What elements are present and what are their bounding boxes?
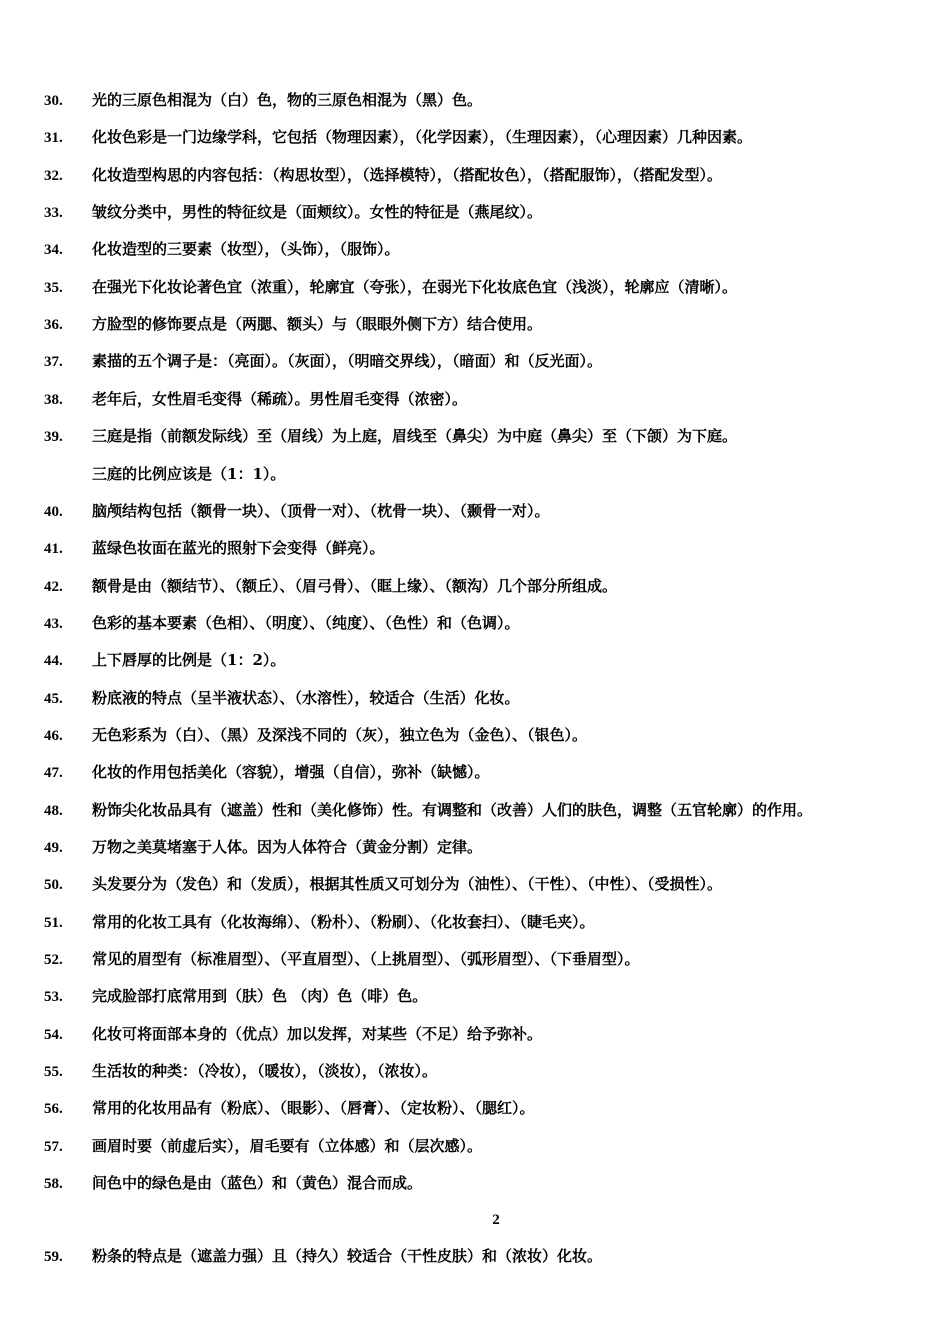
- list-item: [44, 536, 934, 560]
- list-item: [44, 387, 934, 411]
- item-text: 老年后，女性眉毛变得（稀疏）。男性眉毛变得（浓密）。: [92, 390, 468, 408]
- list-item: [44, 237, 934, 261]
- item-text: 万物之美莫堵塞于人体。因为人体符合（黄金分割）定律。: [92, 838, 483, 856]
- item-number: 59.: [44, 1249, 63, 1265]
- list-item: [44, 88, 934, 112]
- list-item: [44, 1096, 934, 1120]
- item-number: 56.: [44, 1101, 63, 1117]
- list-item: [44, 1244, 934, 1268]
- item-number: 40.: [44, 504, 63, 520]
- item-text: 头发要分为（发色）和（发质），根据其性质又可划分为（油性）、（干性）、（中性）、（受损性）。: [92, 875, 723, 893]
- item-number: 54.: [44, 1027, 63, 1043]
- list-item: [44, 947, 934, 971]
- item-number: 52.: [44, 952, 63, 968]
- list-item: [44, 499, 934, 523]
- item-text: 皱纹分类中，男性的特征纹是（面颊纹）。女性的特征是（燕尾纹）。: [92, 203, 543, 221]
- item-number: 43.: [44, 616, 63, 632]
- list-item: [44, 760, 934, 784]
- item-number: 30.: [44, 93, 63, 109]
- list-item: [44, 574, 934, 598]
- item-number: 48.: [44, 803, 63, 819]
- item-number: 57.: [44, 1139, 63, 1155]
- item-number: 55.: [44, 1064, 63, 1080]
- item-text: 上下唇厚的比例是（1：2）。: [92, 651, 286, 669]
- item-number: 42.: [44, 579, 63, 595]
- item-text: 常用的化妆工具有（化妆海绵）、（粉朴）、（粉刷）、（化妆套扫）、（睫毛夹）。: [92, 913, 595, 931]
- item-number: 37.: [44, 354, 63, 370]
- list-item: [44, 611, 934, 635]
- item-number: 39.: [44, 429, 63, 445]
- list-item: [44, 798, 934, 822]
- item-continuation: 三庭的比例应该是（1：1）。: [92, 465, 286, 483]
- item-text: 化妆的作用包括美化（容貌），增强（自信），弥补（缺憾）。: [92, 763, 490, 781]
- item-text: 常见的眉型有（标准眉型）、（平直眉型）、（上挑眉型）、（弧形眉型）、（下垂眉型）。: [92, 950, 640, 968]
- item-text: 完成脸部打底常用到（肤）色 （肉）色（啡）色。: [92, 987, 428, 1005]
- item-text: 脑颅结构包括（额骨一块）、（顶骨一对）、（枕骨一块）、（颞骨一对）。: [92, 502, 550, 520]
- item-text: 素描的五个调子是：（亮面）。（灰面），（明暗交界线），（暗面）和（反光面）。: [92, 352, 603, 370]
- item-number: 38.: [44, 392, 63, 408]
- item-text: 三庭是指（前额发际线）至（眉线）为上庭，眉线至（鼻尖）为中庭（鼻尖）至（下颌）为下庭。: [92, 427, 738, 445]
- item-number: 47.: [44, 765, 63, 781]
- item-number: 44.: [44, 653, 63, 669]
- item-number: 46.: [44, 728, 63, 744]
- item-text: 画眉时要（前虚后实），眉毛要有（立体感）和（层次感）。: [92, 1137, 483, 1155]
- list-item: [44, 275, 934, 299]
- list-item: [44, 1022, 934, 1046]
- item-number: 51.: [44, 915, 63, 931]
- item-number: 31.: [44, 130, 63, 146]
- page-number: 2: [492, 1212, 500, 1228]
- item-number: 41.: [44, 541, 63, 557]
- item-text: 化妆造型的三要素（妆型），（头饰），（服饰）。: [92, 240, 400, 258]
- list-item: [44, 349, 934, 373]
- item-number: 50.: [44, 877, 63, 893]
- list-item: [44, 1134, 934, 1158]
- item-text: 额骨是由（额结节）、（额丘）、（眉弓骨）、（眶上缘）、（额沟）几个部分所组成。: [92, 577, 618, 595]
- item-number: 36.: [44, 317, 63, 333]
- list-item: [44, 872, 934, 896]
- list-item: [44, 984, 934, 1008]
- item-number: 49.: [44, 840, 63, 856]
- item-number: 34.: [44, 242, 63, 258]
- item-text: 常用的化妆用品有（粉底）、（眼影）、（唇膏）、（定妆粉）、（腮红）。: [92, 1099, 535, 1117]
- item-text: 化妆可将面部本身的（优点）加以发挥，对某些（不足）给予弥补。: [92, 1025, 543, 1043]
- item-text: 生活妆的种类：（冷妆），（暖妆），（淡妆），（浓妆）。: [92, 1062, 438, 1080]
- list-item: [44, 723, 934, 747]
- item-number: 35.: [44, 280, 63, 296]
- item-text: 间色中的绿色是由（蓝色）和（黄色）混合而成。: [92, 1174, 423, 1192]
- item-number: 33.: [44, 205, 63, 221]
- item-text: 色彩的基本要素（色相）、（明度）、（纯度）、（色性）和（色调）。: [92, 614, 520, 632]
- item-number: 45.: [44, 691, 63, 707]
- item-text: 在强光下化妆论著色宜（浓重），轮廓宜（夸张），在弱光下化妆底色宜（浅淡），轮廓应（清晰）。: [92, 278, 738, 296]
- item-number: 58.: [44, 1176, 63, 1192]
- item-text: 蓝绿色妆面在蓝光的照射下会变得（鲜亮）。: [92, 539, 385, 557]
- list-item: [44, 200, 934, 224]
- list-item: [44, 1059, 934, 1083]
- list-item: [44, 312, 934, 336]
- list-item: [44, 686, 934, 710]
- item-number: 32.: [44, 168, 63, 184]
- list-item: [44, 1171, 934, 1195]
- item-text: 无色彩系为（白）、（黑）及深浅不同的（灰），独立色为（金色）、（银色）。: [92, 726, 588, 744]
- list-item: [44, 163, 934, 187]
- item-text: 化妆造型构思的内容包括：（构思妆型），（选择模特），（搭配妆色），（搭配服饰），（搭配发型）。: [92, 166, 723, 184]
- item-text: 粉饰尖化妆品具有（遮盖）性和（美化修饰）性。有调整和（改善）人们的肤色，调整（五官轮廓）的作用。: [92, 801, 813, 819]
- item-text: 光的三原色相混为（白）色，物的三原色相混为（黑）色。: [92, 91, 483, 109]
- list-item: [44, 648, 934, 672]
- item-text: 方脸型的修饰要点是（两腮、额头）与（眼眼外侧下方）结合使用。: [92, 315, 543, 333]
- item-number: 53.: [44, 989, 63, 1005]
- list-item: [44, 910, 934, 934]
- list-item: [44, 125, 934, 149]
- list-item: [44, 835, 934, 859]
- item-text: 粉底液的特点（呈半液状态）、（水溶性），较适合（生活）化妆。: [92, 689, 520, 707]
- list-item: [44, 424, 934, 448]
- item-text: 化妆色彩是一门边缘学科，它包括（物理因素），（化学因素），（生理因素），（心理因素）几种因素。: [92, 128, 753, 146]
- item-text: 粉条的特点是（遮盖力强）且（持久）较适合（干性皮肤）和（浓妆）化妆。: [92, 1247, 603, 1265]
